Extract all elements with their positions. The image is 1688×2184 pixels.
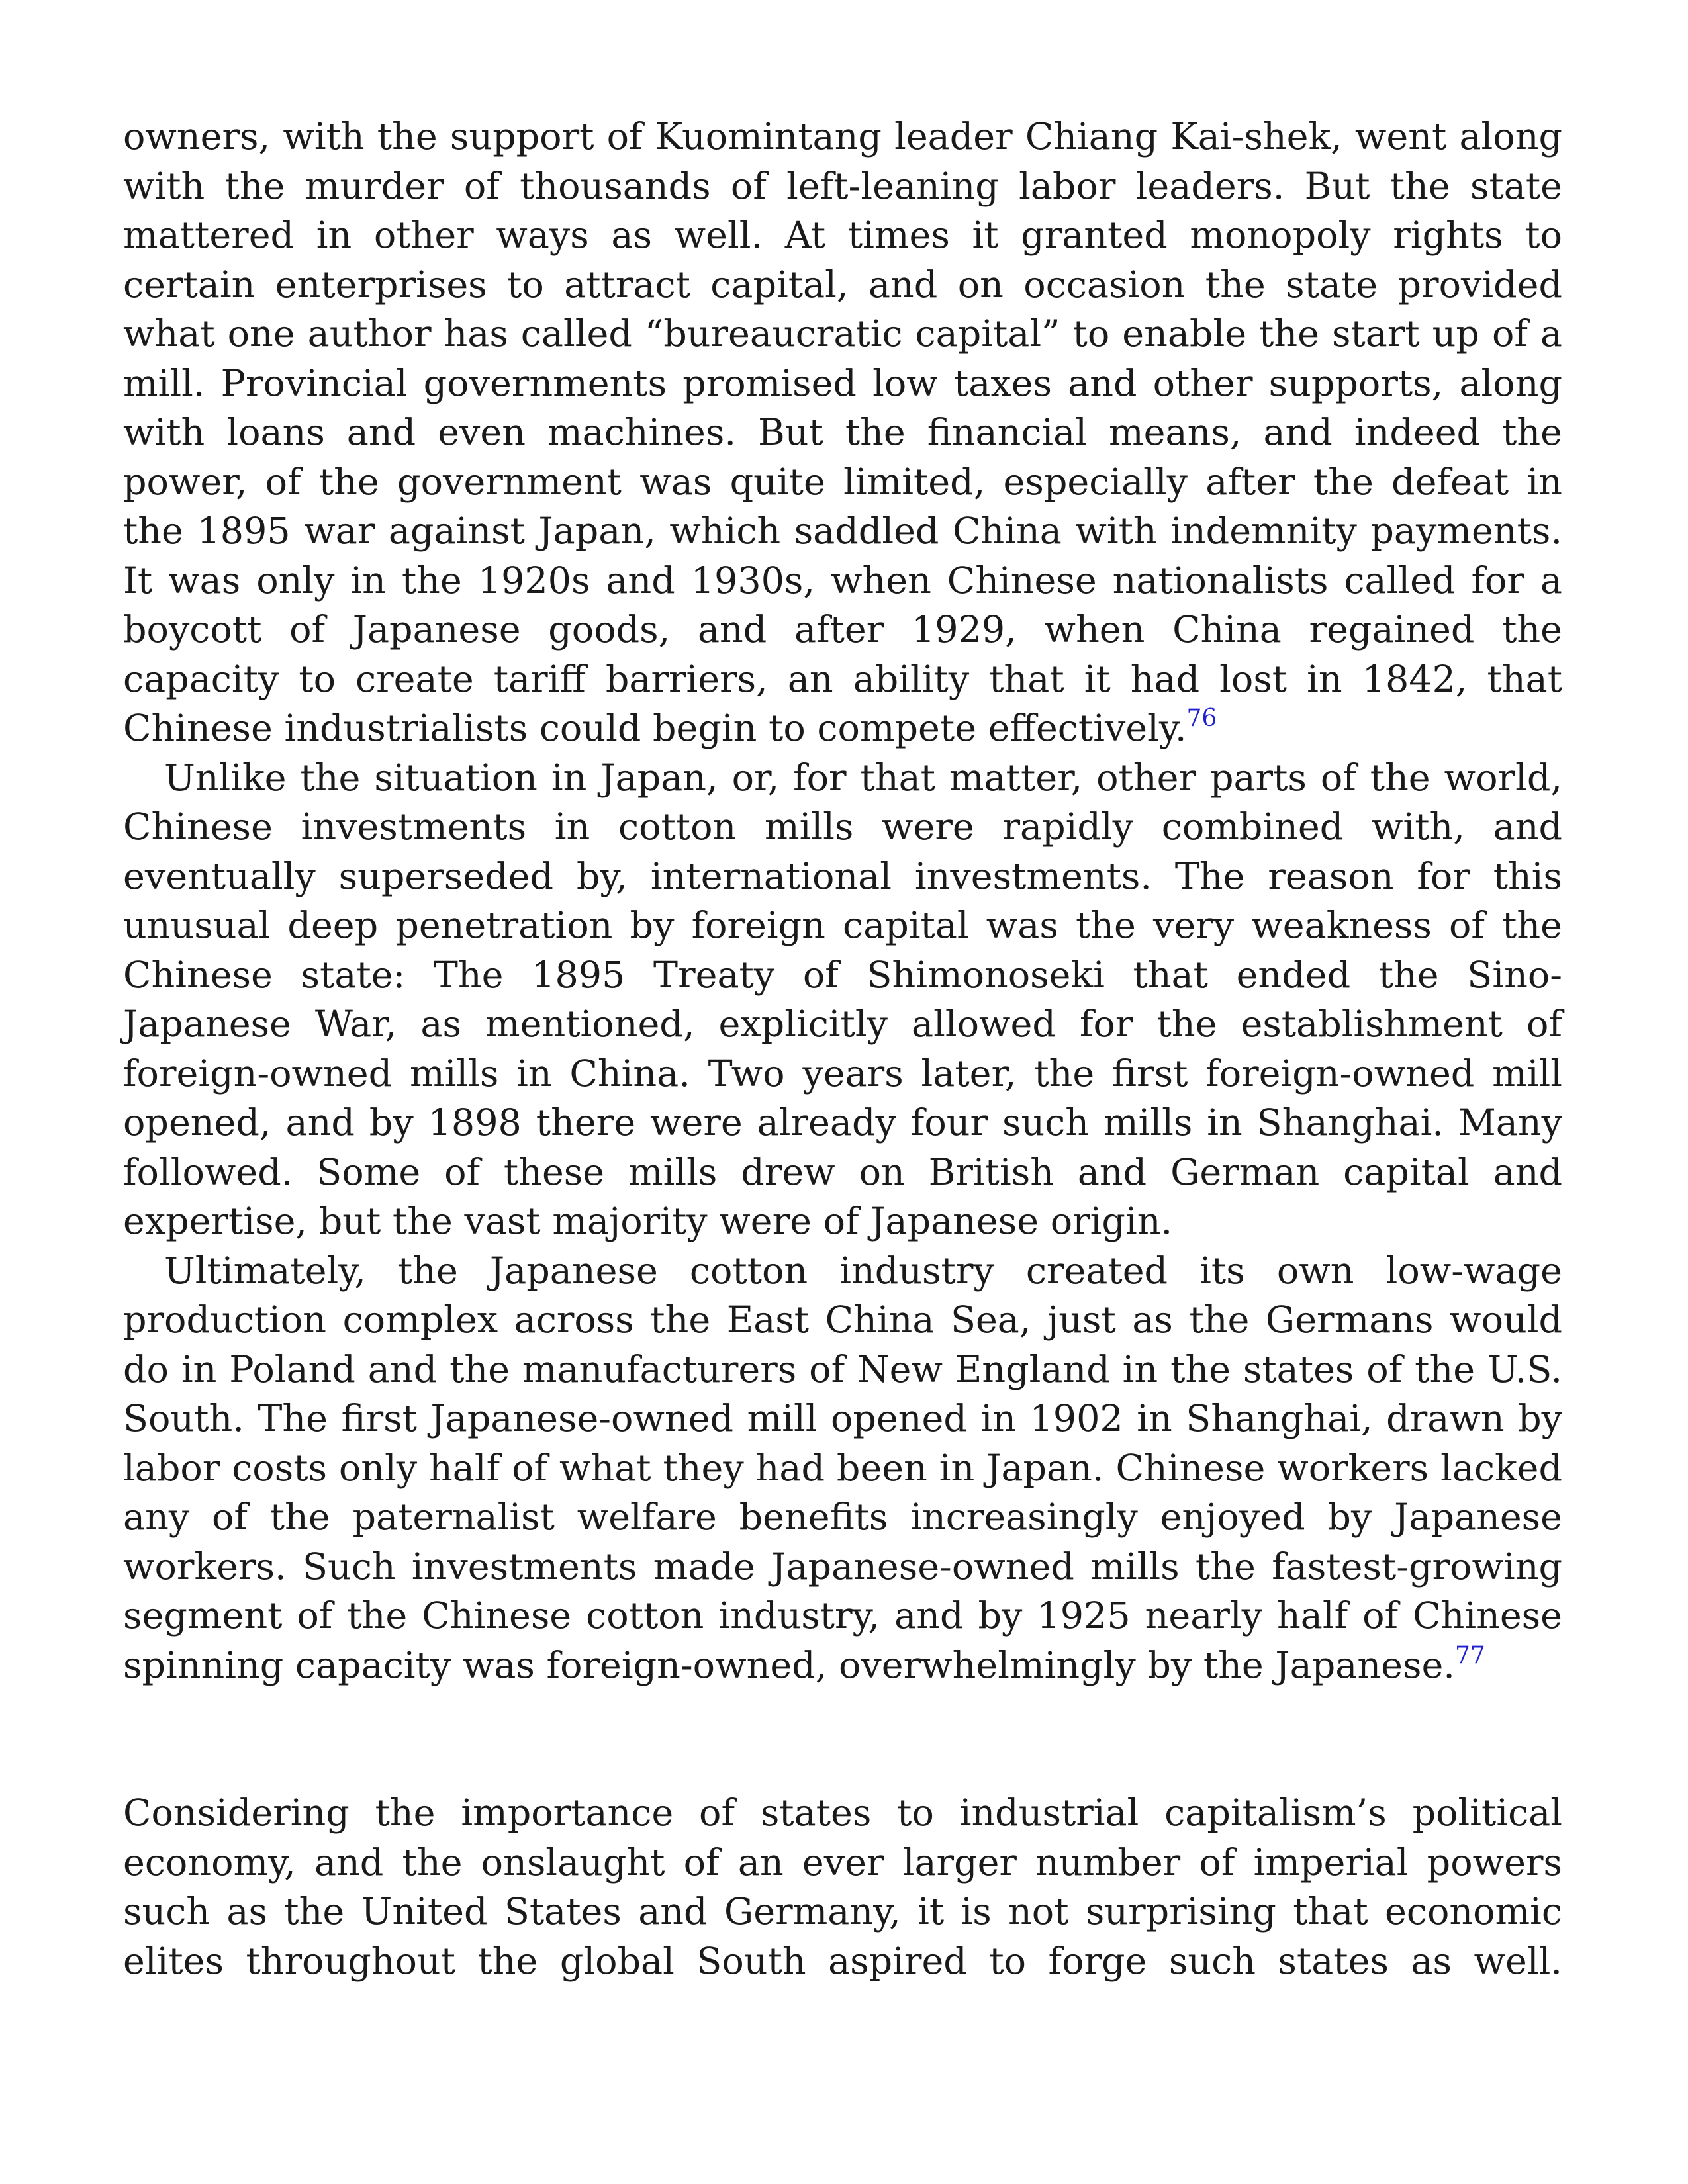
paragraph-state-role <box>123 113 1562 754</box>
footnote-link-77[interactable]: 77 <box>1454 1641 1485 1669</box>
paragraph-text: Unlike the situation in Japan, or, for that matter, other parts of the world, Chinese investments in cotton mills were rapidly combined with, and eventually superseded by, international investments. The reason for this unusual deep penetration by foreign capital was the very weakness of the Chinese state: The 1895 Treaty of Shimonoseki that ended the Sino-Japanese War, as mentioned, explicitly allowed for the establishment of foreign-owned mills in China. Two years later, the first foreign-owned mill opened, and by 1898 there were already four such mills in Shanghai. Many followed. Some of these mills drew on British and German capital and expertise, but the vast majority were of Japanese origin. <box>123 756 1562 1243</box>
section-break <box>123 1690 1562 1789</box>
footnote-link-76[interactable]: 76 <box>1186 705 1217 732</box>
paragraph-global-south <box>123 1789 1562 1986</box>
paragraph-text: Ultimately, the Japanese cotton industry created its own low-wage production complex across the East China Sea, just as the Germans would do in Poland and the manufacturers of New England in the states of the U.S. South. The first Japanese-owned mill opened in 1902 in Shanghai, drawn by labor costs only half of what they had been in Japan. Chinese workers lacked any of the paternalist welfare benefits increasingly enjoyed by Japanese workers. Such investments made Japanese-owned mills the fastest-growing segment of the Chinese cotton industry, and by 1925 nearly half of Chinese spinning capacity was foreign-owned, overwhelmingly by the Japanese. <box>123 1249 1562 1687</box>
paragraph-japanese-mills <box>123 1247 1562 1691</box>
paragraph-text: owners, with the support of Kuomintang leader Chiang Kai-shek, went along with the murder of thousands of left-leaning labor leaders. But the state mattered in other ways as well. At times it granted monopoly rights to certain enterprises to attract capital, and on occasion the state provided what one author has called “bureaucratic capital” to enable the start up of a mill. Provincial governments promised low taxes and other supports, along with loans and even machines. But the financial means, and indeed the power, of the government was quite limited, especially after the defeat in the 1895 war against Japan, which saddled China with indemnity payments. It was only in the 1920s and 1930s, when Chinese nationalists called for a boycott of Japanese goods, and after 1929, when China regained the capacity to create tariff barriers, an ability that it had lost in 1842, that Chinese industrialists could begin to compete effectively. <box>123 115 1562 750</box>
paragraph-foreign-investment <box>123 754 1562 1247</box>
book-page <box>123 113 1562 1986</box>
paragraph-text: Considering the importance of states to industrial capitalism’s political economy, and the onslaught of an ever larger number of imperial powers such as the United States and Germany, it is not surprising that economic elites throughout the global South aspired to forge such states as well. <box>123 1792 1562 1983</box>
